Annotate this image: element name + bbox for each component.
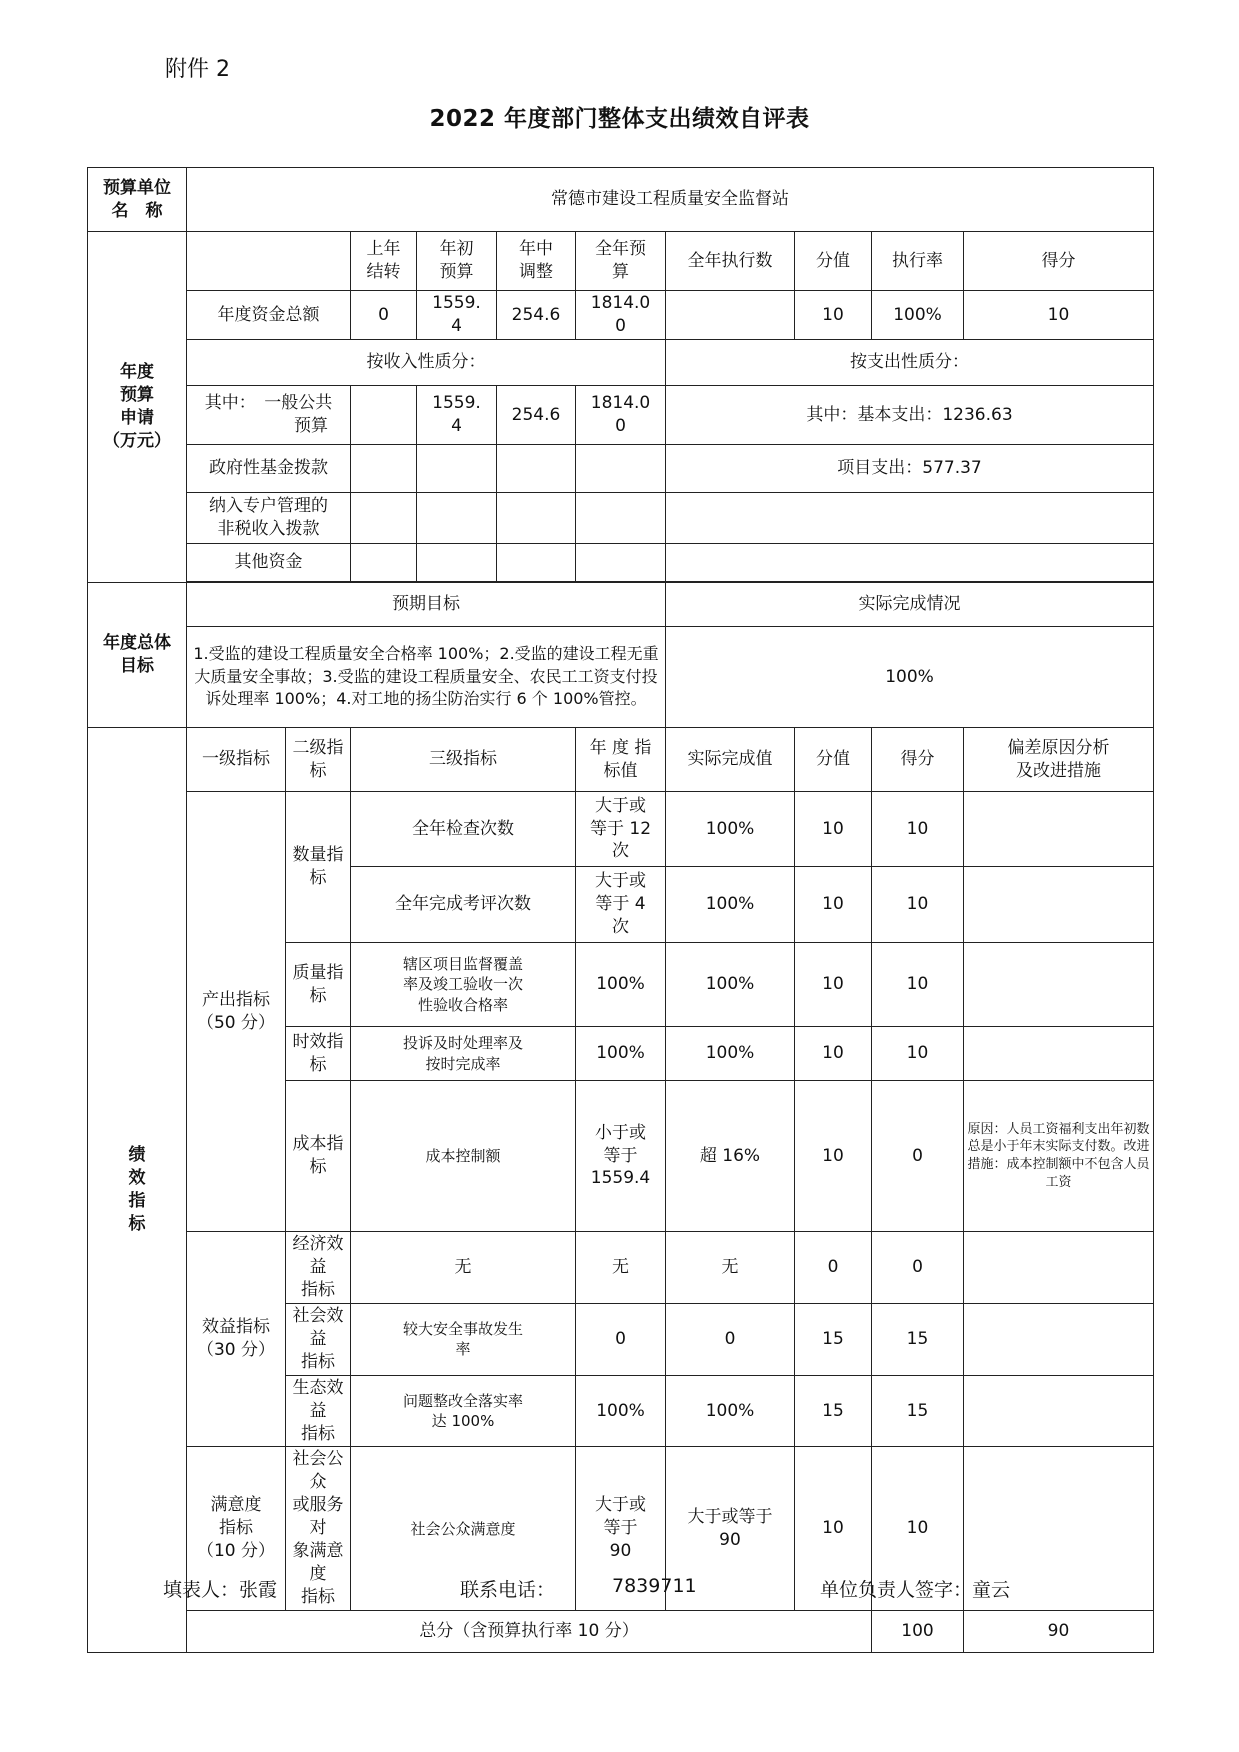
ecological-actual: 100% [666,1375,795,1447]
ecological-l3: 问题整改全落实率 达 100% [351,1375,576,1447]
economic-reason [964,1232,1154,1304]
header-score: 得分 [964,232,1154,291]
general-budget-label: 其中： 一般公共 预算 [187,386,351,445]
total-score: 10 [964,291,1154,340]
timeliness-indicator-label: 时效指标 [286,1027,351,1081]
expected-goal-text: 1.受监的建设工程质量安全合格率 100%；2.受监的建设工程无重大质量安全事故；3.受监的建设工程质量安全、农民工工资支付投诉处理率 100%；4.对工地的扬尘防治实行 6 个 100%管控。 [187,627,666,728]
page-title: 2022 年度部门整体支出绩效自评表 [429,106,810,132]
cost-indicator-label: 成本指标 [286,1081,351,1232]
non-tax-label: 纳入专户管理的 非税收入拨款 [187,493,351,544]
economic-target: 无 [576,1232,666,1304]
goals-section-label: 年度总体 目标 [88,583,187,728]
expected-goal-header: 预期目标 [187,583,666,627]
quality-target: 100% [576,943,666,1027]
gov-fund-initial [417,445,497,493]
total-funds-label: 年度资金总额 [187,291,351,340]
phone-label: 联系电话： [460,1579,556,1601]
general-adjust: 254.6 [497,386,576,445]
filler-name: 填表人：张霞 [163,1579,278,1601]
timeliness-l3: 投诉及时处理率及 按时完成率 [351,1027,576,1081]
total-rate: 100% [872,291,964,340]
social-value: 15 [795,1303,872,1375]
other-fund-full [576,544,666,582]
social-target: 0 [576,1303,666,1375]
timeliness-target: 100% [576,1027,666,1081]
general-full: 1814.0 0 [576,386,666,445]
perf-header-level1: 一级指标 [187,728,286,792]
performance-section-label: 绩 效 指 标 [88,728,187,1653]
actual-goal-value: 100% [666,627,1154,728]
perf-header-score-value: 分值 [795,728,872,792]
social-indicator-label: 社会效益 指标 [286,1303,351,1375]
satisfaction-score: 10 [872,1447,964,1611]
grand-total-label: 总分（含预算执行率 10 分） [187,1611,872,1653]
timeliness-value: 10 [795,1027,872,1081]
grand-total-value: 100 [872,1611,964,1653]
unit-value: 常德市建设工程质量安全监督站 [187,168,1154,232]
cost-reason: 原因：人员工资福利支出年初数总是小于年末实际支付数。改进措施：成本控制额中不包含人员工资 [964,1081,1154,1232]
budget-header-blank [187,232,351,291]
actual-goal-header: 实际完成情况 [666,583,1154,627]
perf-header-reason: 偏差原因分析 及改进措施 [964,728,1154,792]
cost-value: 10 [795,1081,872,1232]
timeliness-actual: 100% [666,1027,795,1081]
reason [964,792,1154,867]
header-rate: 执行率 [872,232,964,291]
quality-l3: 辖区项目监督覆盖 率及竣工验收一次 性验收合格率 [351,943,576,1027]
reason [964,867,1154,943]
header-executed: 全年执行数 [666,232,795,291]
header-score-value: 分值 [795,232,872,291]
gov-fund-adjust [497,445,576,493]
social-l3: 较大安全事故发生 率 [351,1303,576,1375]
attachment-label: 附件 2 [165,57,230,82]
total-executed [666,291,795,340]
ecological-reason [964,1375,1154,1447]
general-initial: 1559. 4 [417,386,497,445]
table-row: 全年检查次数 [351,792,576,867]
general-carry [351,386,417,445]
timeliness-reason [964,1027,1154,1081]
header-full: 全年预 算 [576,232,666,291]
perf-header-level3: 三级指标 [351,728,576,792]
actual-value: 100% [666,867,795,943]
cost-score: 0 [872,1081,964,1232]
total-full: 1814.0 0 [576,291,666,340]
project-expense: 项目支出：577.37 [666,445,1154,493]
non-tax-initial [417,493,497,544]
satisfaction-l2: 社会公众 或服务对 象满意度 指标 [286,1447,351,1611]
basic-expense: 其中：基本支出：1236.63 [666,386,1154,445]
output-indicator-label: 产出指标 （50 分） [187,792,286,1232]
perf-header-actual: 实际完成值 [666,728,795,792]
score-value: 10 [795,792,872,867]
non-tax-full [576,493,666,544]
perf-header-level2: 二级指标 [286,728,351,792]
other-fund-label: 其他资金 [187,544,351,582]
gov-fund-label: 政府性基金拨款 [187,445,351,493]
satisfaction-l3: 社会公众满意度 [351,1447,576,1611]
economic-actual: 无 [666,1232,795,1304]
other-fund-carry [351,544,417,582]
social-actual: 0 [666,1303,795,1375]
header-carry: 上年 结转 [351,232,417,291]
quality-indicator-label: 质量指标 [286,943,351,1027]
score: 10 [872,792,964,867]
total-adjust: 254.6 [497,291,576,340]
gov-fund-carry [351,445,417,493]
header-adjust: 年中 调整 [497,232,576,291]
satisfaction-actual: 大于或等于 90 [666,1447,795,1611]
total-score-value: 10 [795,291,872,340]
cost-l3: 成本控制额 [351,1081,576,1232]
unit-label: 预算单位 名 称 [88,168,187,232]
total-initial: 1559. 4 [417,291,497,340]
other-fund-adjust [497,544,576,582]
evaluation-table [87,167,1154,1653]
satisfaction-value: 10 [795,1447,872,1611]
timeliness-score: 10 [872,1027,964,1081]
ecological-value: 15 [795,1375,872,1447]
quality-actual: 100% [666,943,795,1027]
by-expense-label: 按支出性质分： [666,340,1154,386]
ecological-indicator-label: 生态效益 指标 [286,1375,351,1447]
actual-value: 100% [666,792,795,867]
economic-l3: 无 [351,1232,576,1304]
satisfaction-target: 大于或 等于 90 [576,1447,666,1611]
phone-number: 7839711 [612,1575,697,1597]
perf-header-target: 年 度 指 标值 [576,728,666,792]
gov-fund-full [576,445,666,493]
quality-value: 10 [795,943,872,1027]
by-income-label: 按收入性质分： [187,340,666,386]
target-value: 大于或 等于 12 次 [576,792,666,867]
social-reason [964,1303,1154,1375]
cost-actual: 超 16% [666,1081,795,1232]
score-value: 10 [795,867,872,943]
economic-value: 0 [795,1232,872,1304]
target-value: 大于或 等于 4 次 [576,867,666,943]
table-row: 全年完成考评次数 [351,867,576,943]
ecological-target: 100% [576,1375,666,1447]
quantity-indicator-label: 数量指标 [286,792,351,943]
ecological-score: 15 [872,1375,964,1447]
other-fund-expense [666,544,1154,582]
cost-target: 小于或 等于 1559.4 [576,1081,666,1232]
benefit-indicator-label: 效益指标 （30 分） [187,1232,286,1447]
economic-indicator-label: 经济效益 指标 [286,1232,351,1304]
non-tax-expense [666,493,1154,544]
signature: 单位负责人签字：童云 [820,1579,1011,1601]
total-carry: 0 [351,291,417,340]
perf-header-score: 得分 [872,728,964,792]
quality-reason [964,943,1154,1027]
non-tax-adjust [497,493,576,544]
economic-score: 0 [872,1232,964,1304]
other-fund-initial [417,544,497,582]
social-score: 15 [872,1303,964,1375]
quality-score: 10 [872,943,964,1027]
score: 10 [872,867,964,943]
non-tax-carry [351,493,417,544]
budget-section-label: 年度 预算 申请 （万元） [88,232,187,583]
satisfaction-indicator-label: 满意度 指标 （10 分） [187,1447,286,1611]
grand-total-score: 90 [964,1611,1154,1653]
header-initial: 年初 预算 [417,232,497,291]
